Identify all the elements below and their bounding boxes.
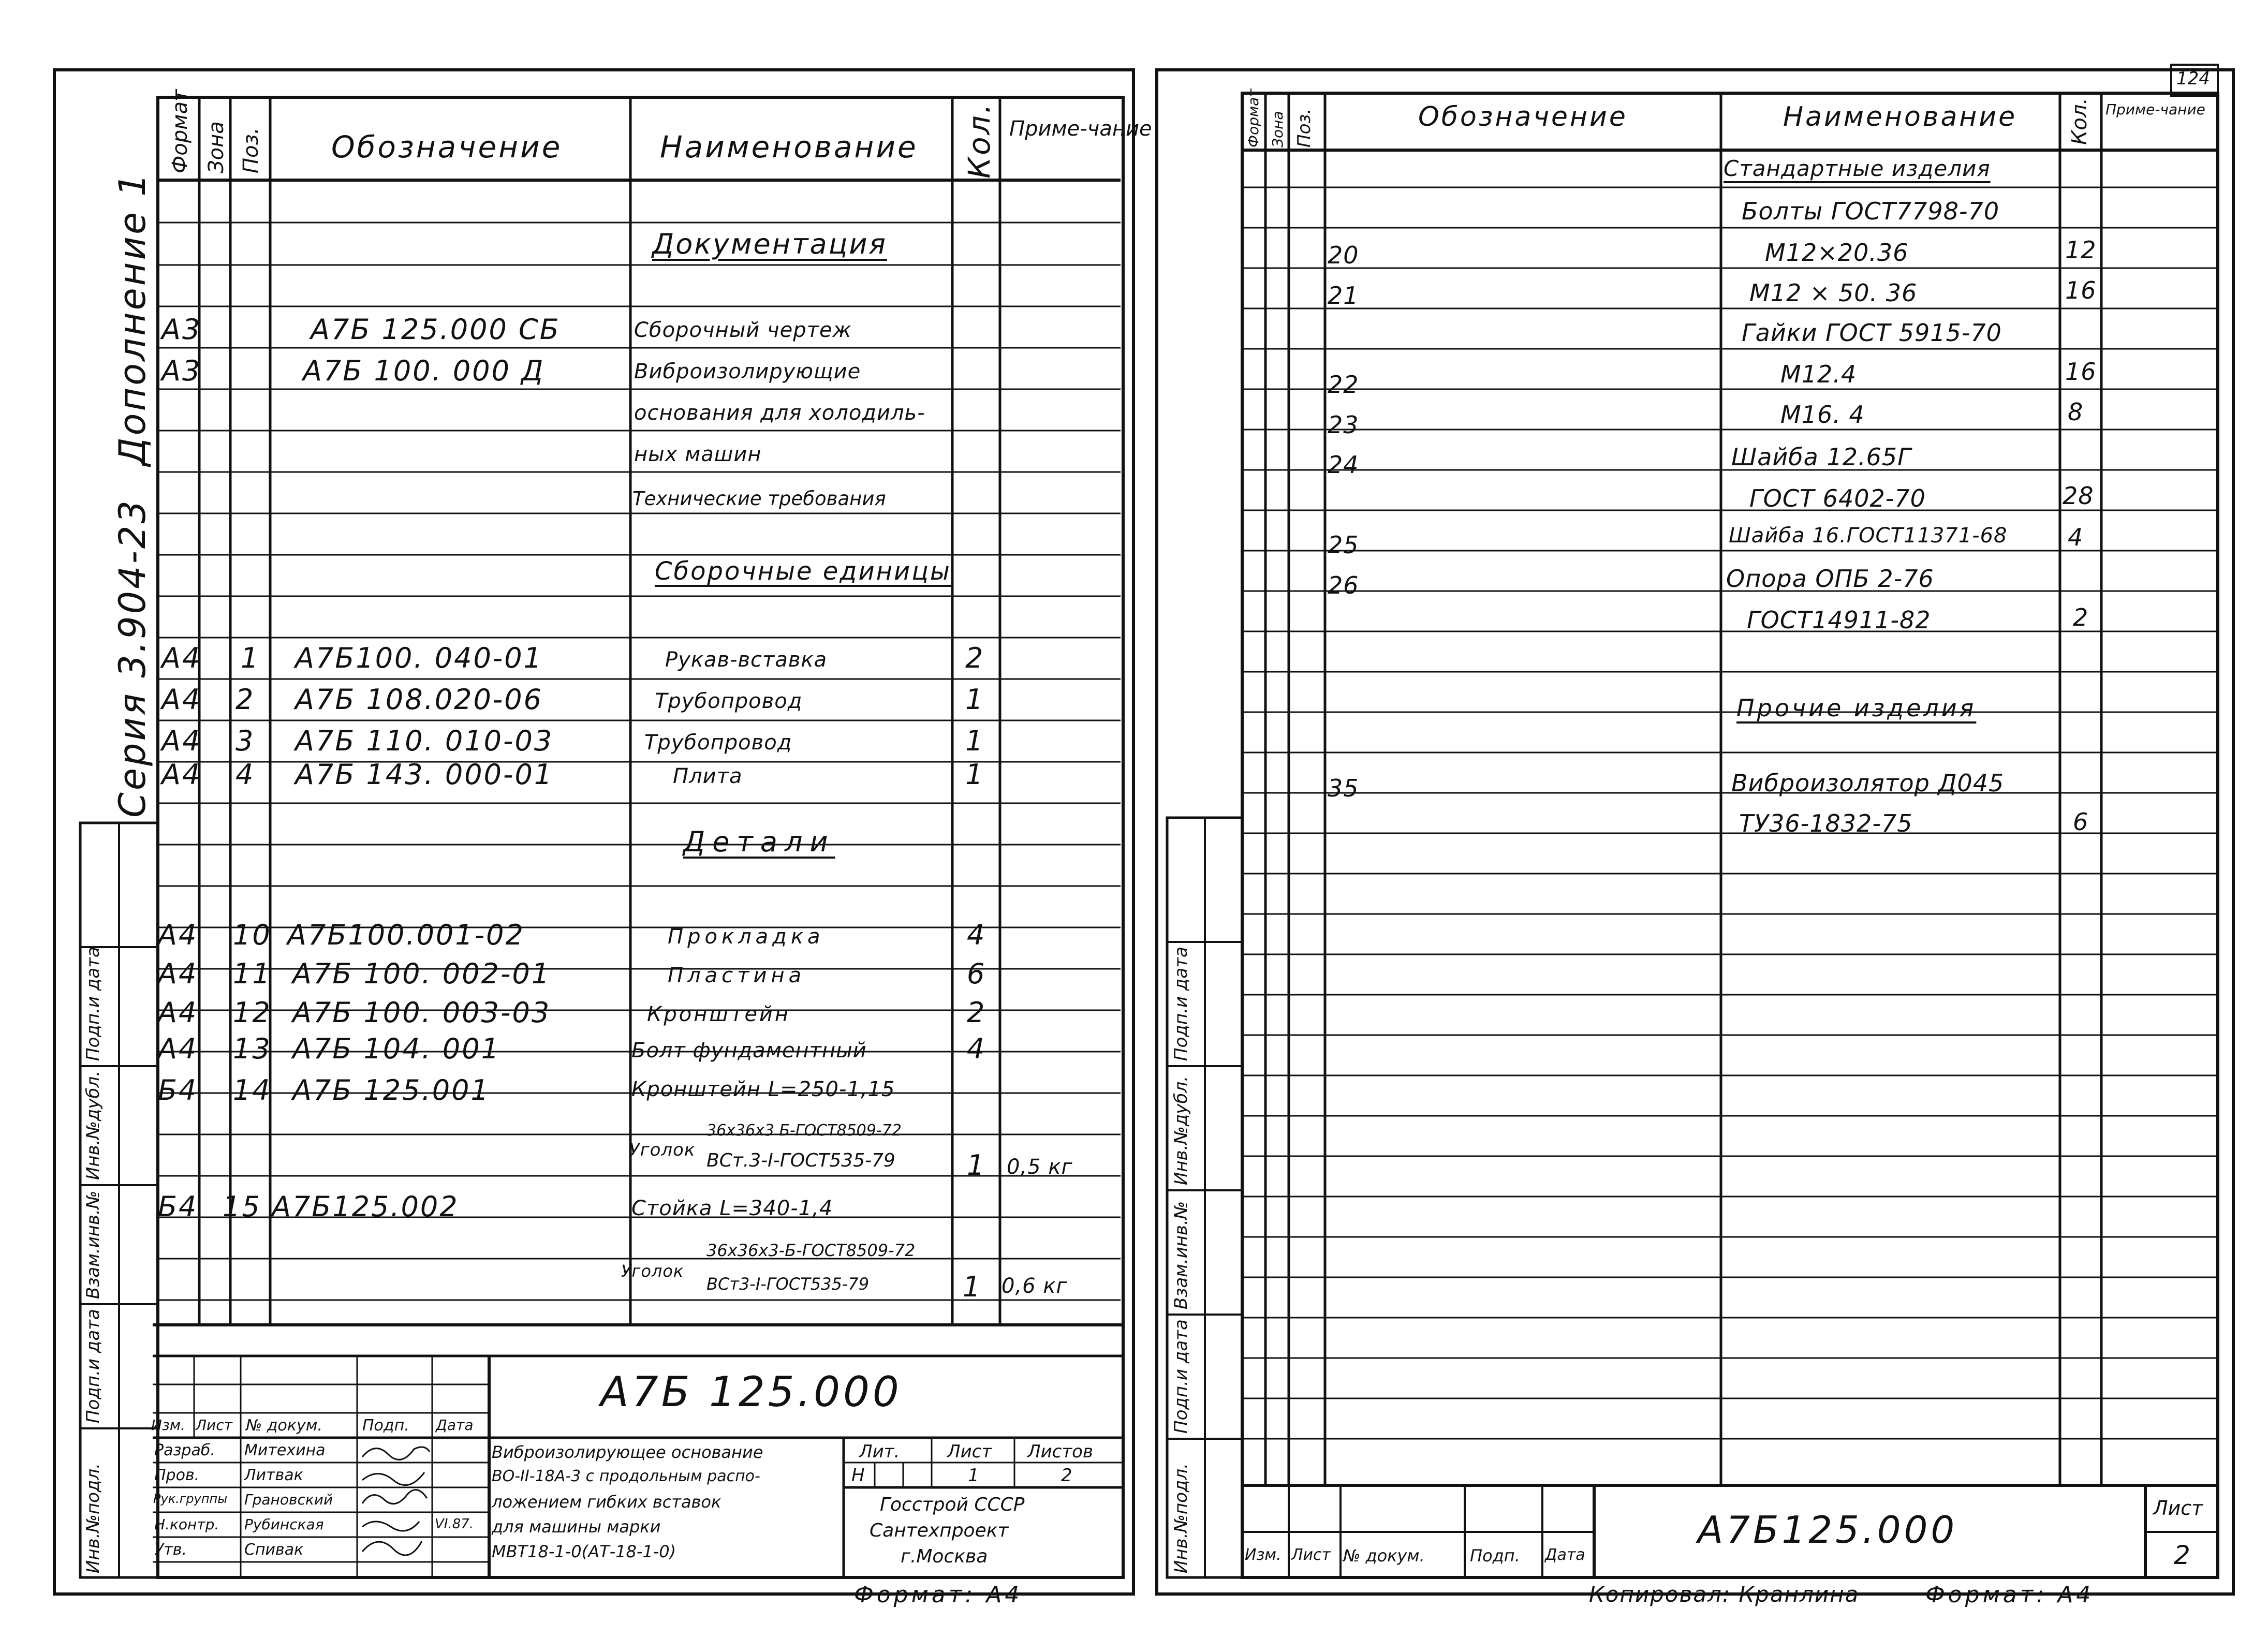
header-name: Наименование: [660, 129, 918, 165]
doc-name-line: ложением гибких вставок: [492, 1492, 721, 1512]
role-label: Рук.группы: [153, 1492, 228, 1506]
header-format: Формат: [168, 89, 192, 173]
cell-name: ГОСТ14911-82: [1747, 606, 1931, 634]
cell-name: М12×20.36: [1765, 239, 1909, 267]
cell-designation: А7Б 108.020-06: [295, 683, 543, 716]
org-line: Сантехпроект: [870, 1520, 1009, 1541]
sheet-value: 1: [968, 1465, 979, 1486]
sheet-value: 2: [2174, 1540, 2191, 1570]
cell-format: А4: [161, 758, 202, 791]
header-qty: Кол.: [962, 101, 997, 179]
col-head-date: Дата: [1545, 1546, 1585, 1564]
role-name: Спивак: [244, 1541, 304, 1559]
cell-format: Б4: [158, 1190, 198, 1223]
header-note: Приме-чание: [1009, 117, 1152, 141]
cell-qty: 2: [2073, 603, 2089, 631]
cell-format: Б4: [158, 1074, 198, 1106]
cell-name: Болт фундаментный: [631, 1039, 867, 1063]
sheet-label: Лист: [2153, 1497, 2203, 1519]
cell-pos: 13: [233, 1032, 272, 1065]
cell-format: А3: [161, 355, 202, 387]
col-head-sign: Подп.: [1470, 1546, 1520, 1566]
doc-name-line: МВТ18-1-0(АТ-18-1-0): [492, 1542, 676, 1561]
header-designation: Обозначение: [1418, 101, 1628, 132]
cell-name-a: Уголок: [629, 1140, 696, 1160]
cell-pos: 1: [241, 642, 260, 674]
cell-note: 0,5 кг: [1007, 1155, 1073, 1179]
cell-format: А4: [161, 725, 202, 757]
cell-format: А3: [161, 313, 202, 346]
cell-pos: 3: [235, 725, 255, 757]
cell-qty: 16: [2065, 276, 2097, 304]
lit-value: Н: [851, 1465, 865, 1486]
cell-qty: 1: [967, 1149, 986, 1182]
role-label: Пров.: [154, 1466, 200, 1484]
series-label: Серия 3.904-23: [111, 498, 154, 818]
cell-format: А4: [158, 1032, 198, 1065]
cell-name: М12.4: [1780, 360, 1857, 388]
stamp-label: Подп.и дата: [83, 947, 104, 1061]
cell-designation: А7Б125.002: [272, 1190, 459, 1223]
format-label: Формат: А4: [1925, 1582, 2094, 1608]
cell-qty: 28: [2063, 482, 2094, 510]
stamp-label: Инв.№подл.: [1171, 1463, 1191, 1573]
cell-pos: 20: [1328, 241, 1359, 269]
cell-pos: 24: [1328, 451, 1359, 479]
role-date: VI.87.: [435, 1516, 474, 1532]
stamp-label: Подп.и дата: [1171, 947, 1191, 1061]
cell-qty: 6: [2073, 808, 2089, 836]
cell-name-b: 36х36х3 Б-ГОСТ8509-72: [706, 1121, 902, 1140]
org-line: г.Москва: [901, 1546, 988, 1567]
cell-name: Сборочный чертеж: [634, 318, 852, 342]
header-zone: Зона: [204, 121, 228, 173]
cell-qty: 8: [2068, 398, 2084, 426]
cell-name: Шайба 12.65Г: [1731, 443, 1911, 471]
cell-pos: 25: [1328, 531, 1359, 559]
stamp-label: Подп.и дата: [83, 1309, 104, 1423]
cell-qty: 2: [967, 996, 986, 1029]
col-head-docnum: № докум.: [246, 1416, 322, 1435]
cell-pos: 22: [1328, 371, 1359, 399]
cell-designation: А7Б 110. 010-03: [295, 725, 554, 757]
stamp-label: Инв.№подл.: [83, 1463, 104, 1573]
cell-designation: А7Б 125.001: [292, 1074, 490, 1106]
header-note: Приме-чание: [2105, 101, 2205, 118]
sheet-label: Лист: [947, 1441, 992, 1462]
cell-qty: 16: [2065, 358, 2097, 386]
cell-name: Трубопровод: [655, 689, 803, 713]
cell-name: Гайки ГОСТ 5915-70: [1742, 319, 2002, 347]
cell-designation: А7Б 100. 003-03: [292, 996, 551, 1029]
cell-qty: 1: [965, 683, 985, 716]
cell-qty: 4: [967, 1032, 986, 1065]
cell-name-b: 36х36х3-Б-ГОСТ8509-72: [706, 1241, 916, 1260]
sheets-value: 2: [1061, 1465, 1072, 1486]
cell-name: основания для холодиль-: [634, 401, 925, 425]
cell-name: Кронштейн: [647, 1002, 791, 1026]
cell-name: Кронштейн L=250-1,15: [631, 1078, 895, 1101]
cell-name: Рукав-вставка: [665, 648, 828, 672]
cell-qty: 1: [965, 725, 985, 757]
cell-name: Пластина: [668, 964, 806, 987]
role-label: Н.контр.: [154, 1516, 219, 1533]
cell-pos: 12: [233, 996, 272, 1029]
sheets-label: Листов: [1027, 1441, 1094, 1462]
cell-qty: 1: [963, 1271, 982, 1303]
header-format: Формат: [1245, 88, 1262, 147]
cell-name: Виброизолирующие: [634, 360, 861, 383]
col-head-list: Лист: [196, 1416, 232, 1434]
cell-pos: 2: [235, 683, 255, 716]
cell-name: Болты ГОСТ7798-70: [1742, 197, 2000, 225]
cell-name-c: ВСт3-I-ГОСТ535-79: [706, 1274, 870, 1294]
header-pos: Поз.: [239, 127, 263, 173]
header-zone: Зона: [1269, 111, 1286, 147]
stamp-label: Инв.№дубл.: [83, 1070, 104, 1180]
header-name: Наименование: [1783, 101, 2017, 132]
role-label: Утв.: [154, 1541, 187, 1559]
cell-name: ТУ36-1832-75: [1739, 809, 1913, 837]
cell-designation: А7Б100.001-02: [287, 919, 525, 951]
cell-name: Опора ОПБ 2-76: [1726, 565, 1934, 593]
cell-qty: 1: [965, 758, 985, 791]
cell-qty: 4: [2068, 523, 2084, 551]
cell-pos: 11: [233, 957, 272, 990]
role-name: Грановский: [244, 1491, 333, 1508]
cell-qty: 12: [2065, 236, 2097, 264]
section-other: Прочие изделия: [1736, 694, 1977, 722]
copied-by: Копировал: Кранлина: [1589, 1582, 1860, 1607]
org-line: Госстрой СССР: [880, 1494, 1025, 1515]
cell-name: ГОСТ 6402-70: [1749, 484, 1926, 512]
cell-name: М12 × 50. 36: [1749, 279, 1918, 307]
section-assemblies: Сборочные единицы: [655, 557, 951, 586]
doc-name-line: ВО-II-18А-3 с продольным распо-: [492, 1467, 760, 1485]
cell-format: А4: [158, 919, 198, 951]
cell-name: Прокладка: [668, 925, 824, 949]
col-head-izm: Изм.: [151, 1416, 185, 1434]
cell-name: Виброизолятор Д045: [1731, 769, 2005, 797]
cell-designation: А7Б 104. 001: [292, 1032, 500, 1065]
cell-pos: 23: [1328, 411, 1359, 439]
cell-qty: 2: [965, 642, 985, 674]
stamp-label: Взам.инв.№: [83, 1190, 104, 1299]
lit-label: Лит.: [859, 1441, 900, 1462]
cell-name: Стойка L=340-1,4: [631, 1197, 833, 1220]
role-name: Рубинская: [244, 1516, 324, 1533]
cell-name: Шайба 16.ГОСТ11371-68: [1729, 524, 2008, 548]
role-name: Литвак: [244, 1466, 303, 1484]
cell-pos: 35: [1328, 774, 1359, 802]
cell-designation: А7Б 143. 000-01: [295, 758, 554, 791]
role-name: Митехина: [244, 1441, 326, 1459]
cell-note: 0,6 кг: [1002, 1274, 1068, 1298]
cell-name: Плита: [673, 764, 743, 788]
cell-name: М16. 4: [1780, 401, 1865, 429]
doc-code: А7Б 125.000: [600, 1368, 902, 1416]
cell-designation: А7Б 100. 000 Д: [303, 355, 545, 387]
cell-pos: 15: [223, 1190, 261, 1223]
cell-pos: 4: [235, 758, 255, 791]
cell-qty: 4: [967, 919, 986, 951]
cell-name: Трубопровод: [644, 731, 792, 755]
section-std: Стандартные изделия: [1724, 156, 1991, 181]
format-label: Формат: А4: [854, 1582, 1023, 1608]
margin-note: Дополнение 1: [111, 171, 154, 466]
cell-designation: А7Б 100. 002-01: [292, 957, 551, 990]
section-docs: Документация: [652, 228, 887, 260]
header-pos: Поз.: [1294, 108, 1315, 147]
page-number: 124: [2176, 68, 2210, 89]
doc-name-line: для машины марки: [492, 1517, 661, 1537]
header-qty: Кол.: [2068, 97, 2092, 145]
cell-format: А4: [161, 642, 202, 674]
cell-name-a: Уголок: [621, 1261, 684, 1281]
doc-code: А7Б125.000: [1698, 1508, 1958, 1552]
cell-designation: А7Б 125.000 СБ: [311, 313, 561, 346]
stamp-label: Подп.и дата: [1171, 1319, 1191, 1434]
cell-pos: 10: [233, 919, 272, 951]
section-parts: Детали: [683, 825, 835, 858]
stamp-label: Взам.инв.№: [1171, 1201, 1191, 1309]
header-designation: Обозначение: [331, 129, 563, 165]
col-head-docnum: № докум.: [1343, 1546, 1425, 1566]
col-head-izm: Изм.: [1245, 1546, 1282, 1564]
col-head-sign: Подп.: [362, 1416, 409, 1435]
cell-name: Технические требования: [632, 488, 886, 510]
cell-pos: 26: [1328, 571, 1359, 599]
role-label: Разраб.: [154, 1441, 215, 1459]
cell-format: А4: [158, 957, 198, 990]
cell-name: ных машин: [634, 442, 762, 466]
cell-name-c: ВСт.3-I-ГОСТ535-79: [706, 1150, 895, 1171]
cell-pos: 14: [233, 1074, 272, 1106]
cell-designation: А7Б100. 040-01: [295, 642, 543, 674]
col-head-list: Лист: [1291, 1546, 1331, 1564]
doc-name-line: Виброизолирующее основание: [492, 1442, 763, 1462]
cell-pos: 21: [1328, 282, 1359, 309]
stamp-label: Инв.№дубл.: [1171, 1075, 1191, 1185]
cell-qty: 6: [967, 957, 986, 990]
cell-format: А4: [158, 996, 198, 1029]
col-head-date: Дата: [436, 1416, 474, 1434]
cell-format: А4: [161, 683, 202, 716]
